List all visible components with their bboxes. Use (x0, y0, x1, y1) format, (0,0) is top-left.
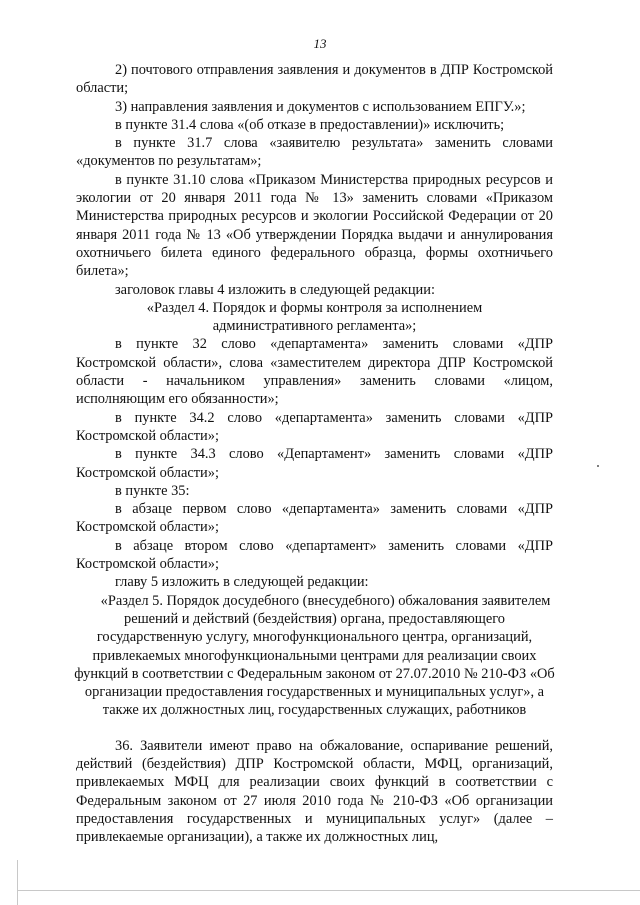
scan-speck (597, 465, 599, 467)
spacer (76, 720, 553, 737)
scan-border-bottom (17, 890, 640, 891)
paragraph-postal-item: 2) почтового отправления заявления и документов в ДПР Костромской области; (76, 62, 553, 97)
paragraph-31-7: в пункте 31.7 слова «заявителю результата» заменить словами «документов по результатам»; (76, 135, 553, 170)
paragraph-35-second: в абзаце втором слово «департамент» заменить словами «ДПР Костромской области»; (76, 537, 553, 573)
paragraph-35-first: в абзаце первом слово «департамента» заменить словами «ДПР Костромской области»; (76, 501, 553, 536)
section-5-heading: «Раздел 5. Порядок досудебного (внесудебного) обжалования заявителем решений и действий (бездействия) органа, предоставляющего государственную услугу, многофункционального центра, организаций, привлекаемых многофункциональными центрами для реализации своих функций в соответствии с Федеральным законом от 27.07.2010 № 210-ФЗ «Об организации предоставления государственных и муниципальных услуг», а также их должностных лиц, государственных служащих, работников (74, 592, 555, 719)
document-body (76, 61, 553, 846)
paragraph-chapter-4-intro: заголовок главы 4 изложить в следующей редакции: (115, 281, 435, 298)
paragraph-31-4: в пункте 31.4 слова «(об отказе в предоставлении)» исключить; (115, 116, 505, 133)
paragraph-31-10: в пункте 31.10 слова «Приказом Министерства природных ресурсов и экологии от 20 января 2011 года № 13» заменить словами «Приказом Министерства природных ресурсов и экологии Российской Федерации от 20 января 2011 года № 13 «Об утверждении Порядка выдачи и аннулирования охотничьего билета единого федерального образца, формы охотничьего билета»; (76, 171, 553, 280)
paragraph-epgu-item: 3) направления заявления и документов с использованием ЕПГУ.»; (115, 98, 526, 115)
page-number: 13 (313, 36, 327, 51)
paragraph-34-2: в пункте 34.2 слово «департамента» заменить словами «ДПР Костромской области»; (76, 409, 553, 444)
paragraph-35: в пункте 35: (115, 482, 190, 499)
paragraph-32: в пункте 32 слово «департамента» заменить словами «ДПР Костромской области», слова «заместителем директора ДПР Костромской области - начальником управления» заменить словами «лицом, исполняющим его обязанности»; (76, 336, 553, 408)
paragraph-34-3: в пункте 34.3 слово «Департамент» заменить словами «ДПР Костромской области»; (76, 446, 553, 481)
paragraph-chapter-5-intro: главу 5 изложить в следующей редакции: (115, 574, 369, 591)
paragraph-36: 36. Заявители имеют право на обжалование, оспаривание решений, действий (бездействия) ДПР Костромской области, МФЦ, организаций, привлекаемых МФЦ для реализации своих функций в соответствии с Федеральным законом от 27 июля 2010 года № 210-ФЗ «Об организации предоставления государственных и муниципальных услуг» (далее – привлекаемые организации), а также их должностных лиц, (76, 737, 553, 846)
scan-border-left (17, 860, 18, 905)
section-4-heading: «Раздел 4. Порядок и формы контроля за исполнением административного регламента»; (146, 299, 483, 335)
